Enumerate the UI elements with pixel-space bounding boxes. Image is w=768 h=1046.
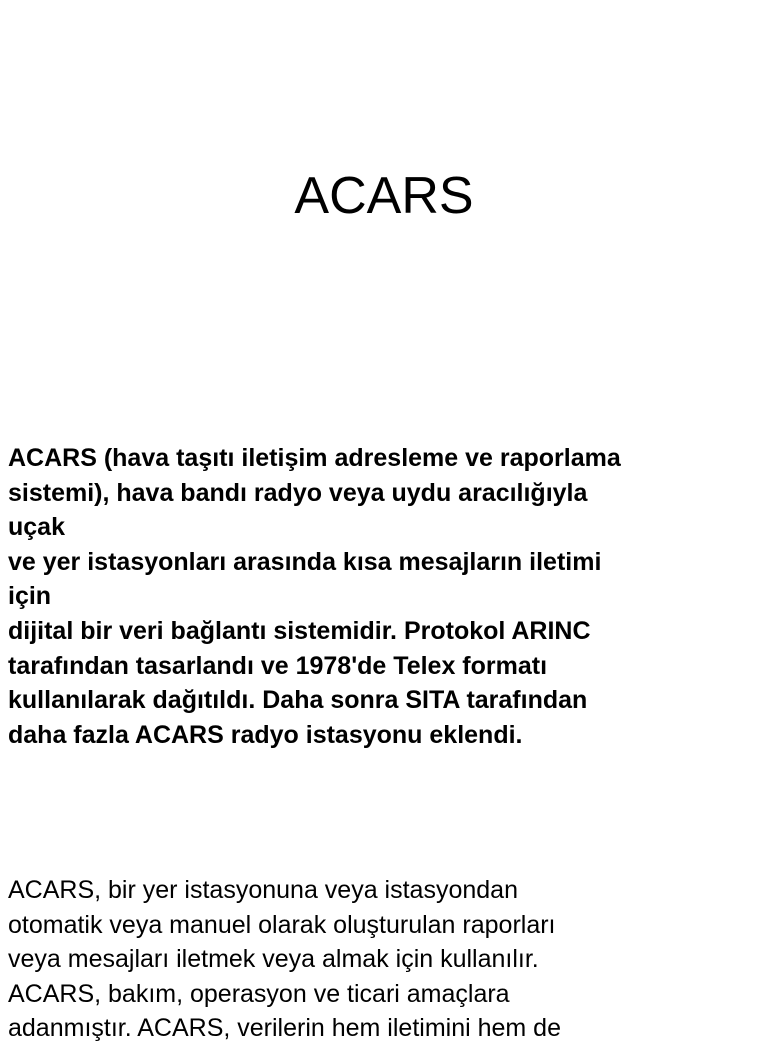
page-title: ACARS	[294, 167, 474, 225]
paragraph-line: veya mesajları iletmek veya almak için kullanılır.	[8, 945, 539, 974]
paragraph-line: kullanılarak dağıtıldı. Daha sonra SITA tarafından	[8, 686, 588, 715]
usage-paragraph	[8, 873, 748, 1046]
paragraph-line: daha fazla ACARS radyo istasyonu eklendi.	[8, 720, 523, 749]
paragraph-line: otomatik veya manuel olarak oluşturulan raporları	[8, 910, 556, 939]
paragraph-line: adanmıştır. ACARS, verilerin hem iletimini hem de	[8, 1014, 561, 1043]
paragraph-line: ACARS, bir yer istasyonuna veya istasyondan	[8, 876, 518, 904]
paragraph-line: ACARS (hava taşıtı iletişim adresleme ve raporlama	[8, 444, 621, 472]
paragraph-line: sistemi), hava bandı radyo veya uydu aracılığıyla	[8, 478, 588, 507]
paragraph-line: uçak	[8, 513, 65, 542]
paragraph-line: için	[8, 582, 52, 611]
paragraph-line: ACARS, bakım, operasyon ve ticari amaçlara	[8, 979, 510, 1008]
paragraph-line: ve yer istasyonları arasında kısa mesajların iletimi	[8, 547, 602, 576]
definition-paragraph	[8, 441, 748, 752]
paragraph-line: tarafından tasarlandı ve 1978'de Telex formatı	[8, 651, 548, 680]
paragraph-line: dijital bir veri bağlantı sistemidir. Protokol ARINC	[8, 616, 591, 645]
